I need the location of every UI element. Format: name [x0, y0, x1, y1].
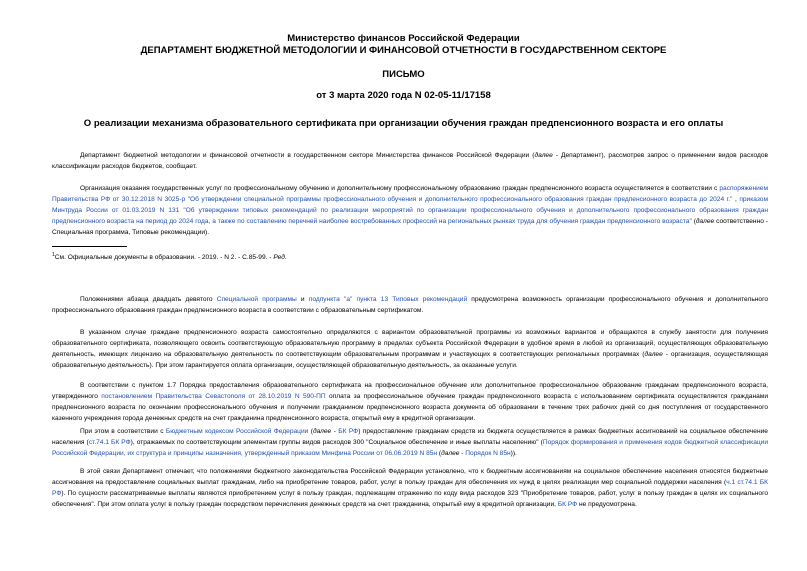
text-italic: далее [695, 218, 715, 225]
link-budget-code[interactable]: Бюджетным кодексом Российской Федерации [165, 428, 309, 435]
text: ( [437, 450, 442, 457]
text: В этой связи Департамент отмечает, что положениями бюджетного законодательства Российской Федерации установлено, что к бюджетным ассигнованиям на социальное обеспечение населения относятся бюджетные ассигнования на предоставление социальных выплат гражданам, либо на приобретение товаров, работ, услуг в пользу граждан для обеспечения их нужд в целях реализации мер социальной поддержки населения ( [52, 468, 768, 486]
text: ), отражаемых по соответствующим элементам группы видов расходов 300 "Социальное обеспечение и иные выплаты населению" ( [130, 439, 543, 446]
link-order-85n[interactable]: Порядок N 85н [465, 450, 511, 457]
text: оплата за профессиональное обучение граждан предпенсионного возраста с использованием сертификата осуществляется гражданами предпенсионного возраста по окончании профессионального обучения и получении гражданином предпенсионного возраста документа об образовании в течение трех рабочих дней со дня поступления от государственного казенного учреждения города денежных средств на счет гражданина предпенсионного возраста, открытый ему в кредитной организации. [52, 393, 768, 422]
department-name: ДЕПАРТАМЕНТ БЮДЖЕТНОЙ МЕТОДОЛОГИИ И ФИНАНСОВОЙ ОТЧЕТНОСТИ В ГОСУДАРСТВЕННОМ СЕКТОРЕ [140, 45, 667, 56]
text: Организация оказания государственных услуг по профессиональному обучению и дополнительному профессиональному образованию граждан предпенсионного возраста осуществляется в соответствии с [80, 185, 720, 192]
text: соответственно - Специальная программа, Типовые рекомендации). [52, 218, 768, 236]
link-mintrud-order-131[interactable]: приказом Минтруда России от 01.03.2019 N 131 "Об утверждении типовых рекомендаций по реализации мероприятий по организации профессионального обучения и дополнительного профессионального образования граждан предпенсионного возраста на период до 2024 года, а также по составлению перечней наиболее востребованных профессий на региональных рынках труда для обучения граждан предпенсионного возраста" [52, 196, 769, 225]
link-order-85n-procedure[interactable]: Порядок формирования и применения кодов бюджетной классификации Российской Федерации, их структура и принципы назначения, утвержденный приказом Минфина России от 06.06.2019 N 85н [52, 439, 769, 457]
text-italic: далее [644, 351, 663, 358]
text: и [296, 296, 309, 303]
link-sevastopol-resolution-590[interactable]: постановлением Правительства Севастополя от 28.10.2019 N 590-ПП [101, 393, 326, 400]
text: ( [308, 428, 313, 435]
footnote-mark: 1 [52, 252, 55, 258]
text: )). [510, 450, 517, 457]
link-bk-rf[interactable]: БК РФ [338, 428, 359, 435]
text: Департамент бюджетной методологии и финансовой отчетности в государственном секторе Министерства финансов Российской Федерации ( [80, 152, 535, 159]
text: ). По сущности рассматриваемые выплаты являются приобретением услуг в пользу граждан, подлежащим отражению по коду вида расходов 323 "Приобретение товаров, работ, услуг в пользу граждан в целях их социального обеспечения". При этом оплата услуг в пользу граждан посредством перечисления денежных средств на счет гражданина, открытый ему в кредитной организации, [52, 490, 768, 508]
text-italic: Ред. [273, 254, 287, 262]
link-bk-rf-2[interactable]: БК РФ [557, 501, 578, 508]
paragraph-certificate-procedure [52, 327, 768, 371]
link-typical-recommendations-item-13[interactable]: подпункта "а" пункта 13 Типовых рекомендаций [308, 296, 468, 303]
text: - Департамент), рассмотрев запрос о применении видов расходов классификации расходов бюджетов, сообщает. [52, 152, 769, 170]
paragraph-payment-order [52, 380, 768, 424]
paragraph-legal-basis [52, 183, 768, 238]
text: предусмотрена возможность организации профессионального обучения и дополнительного профессионального образования граждан предпенсионного возраста в соответствии с образовательным сертификатом. [52, 296, 769, 314]
link-art-74-1[interactable]: ст.74.1 БК РФ [88, 439, 131, 446]
text: ) предоставление гражданам средств из бюджета осуществляется в рамках бюджетных ассигнований на социальное обеспечение населения ( [52, 428, 768, 446]
text: В соответствии с пунктом 1.7 Порядка предоставления образовательного сертификата на профессиональное обучение или дополнительное профессиональное образование гражданам предпенсионного возраста, утвержденного [52, 382, 768, 400]
text: См. Официальные документы в образовании. - 2019. - N 2. - С.85-99. - [54, 254, 274, 262]
text-italic: далее [441, 450, 460, 457]
footnote [52, 250, 768, 263]
paragraph-budget-code [52, 426, 768, 459]
document-date-number: от 3 марта 2020 года N 02-05-11/17158 [316, 90, 491, 101]
text: Положениями абзаца двадцать девятого [80, 296, 217, 303]
text: не предусмотрена. [577, 501, 637, 508]
text: При этом в соответствии с [80, 428, 166, 435]
paragraph-conclusion [52, 466, 768, 510]
document-subject: О реализации механизма образовательного сертификата при организации обучения граждан предпенсионного возраста и его оплаты [83, 118, 724, 129]
text-italic: далее [534, 152, 553, 159]
paragraph-intro [52, 150, 768, 172]
text: - организация, осуществляющая образовательную деятельность). При этом гарантируется оплата организации, осуществляющей образовательную деятельность, за оказанные услуги. [52, 351, 768, 369]
link-special-program[interactable]: Специальной программы [216, 296, 297, 303]
text: , [732, 196, 740, 203]
text: - [459, 450, 466, 457]
text-italic: далее [312, 428, 332, 435]
document-type: ПИСЬМО [382, 69, 425, 80]
footnote-divider [52, 246, 127, 247]
text: - [331, 428, 339, 435]
paragraph-provisions [52, 294, 768, 316]
ministry-name: Министерство финансов Российской Федерации [287, 33, 520, 44]
text: ( [691, 218, 696, 225]
link-government-order-3025[interactable]: распоряжением Правительства РФ от 30.12.2018 N 3025-р "Об утверждении специальной программы профессионального обучения и дополнительного профессионального образования граждан предпенсионного возраста до 2024 г." [52, 185, 768, 203]
text: В указанном случае граждане предпенсионного возраста самостоятельно определяются с вариантом образовательной программы из возможных вариантов и обращаются в службу занятости для получения образовательного сертификата, позволяющего освоить соответствующую образовательную программу в пределах субъекта Российской Федерации в удобное время в любой из организаций, осуществляющих образовательную деятельность, имеющих лицензию на образовательную деятельность по соответствующим образовательным программам и участвующих в соответствующих региональных программах ( [52, 329, 768, 358]
link-part1-art-74-1[interactable]: ч.1 ст.74.1 БК РФ [52, 479, 768, 497]
